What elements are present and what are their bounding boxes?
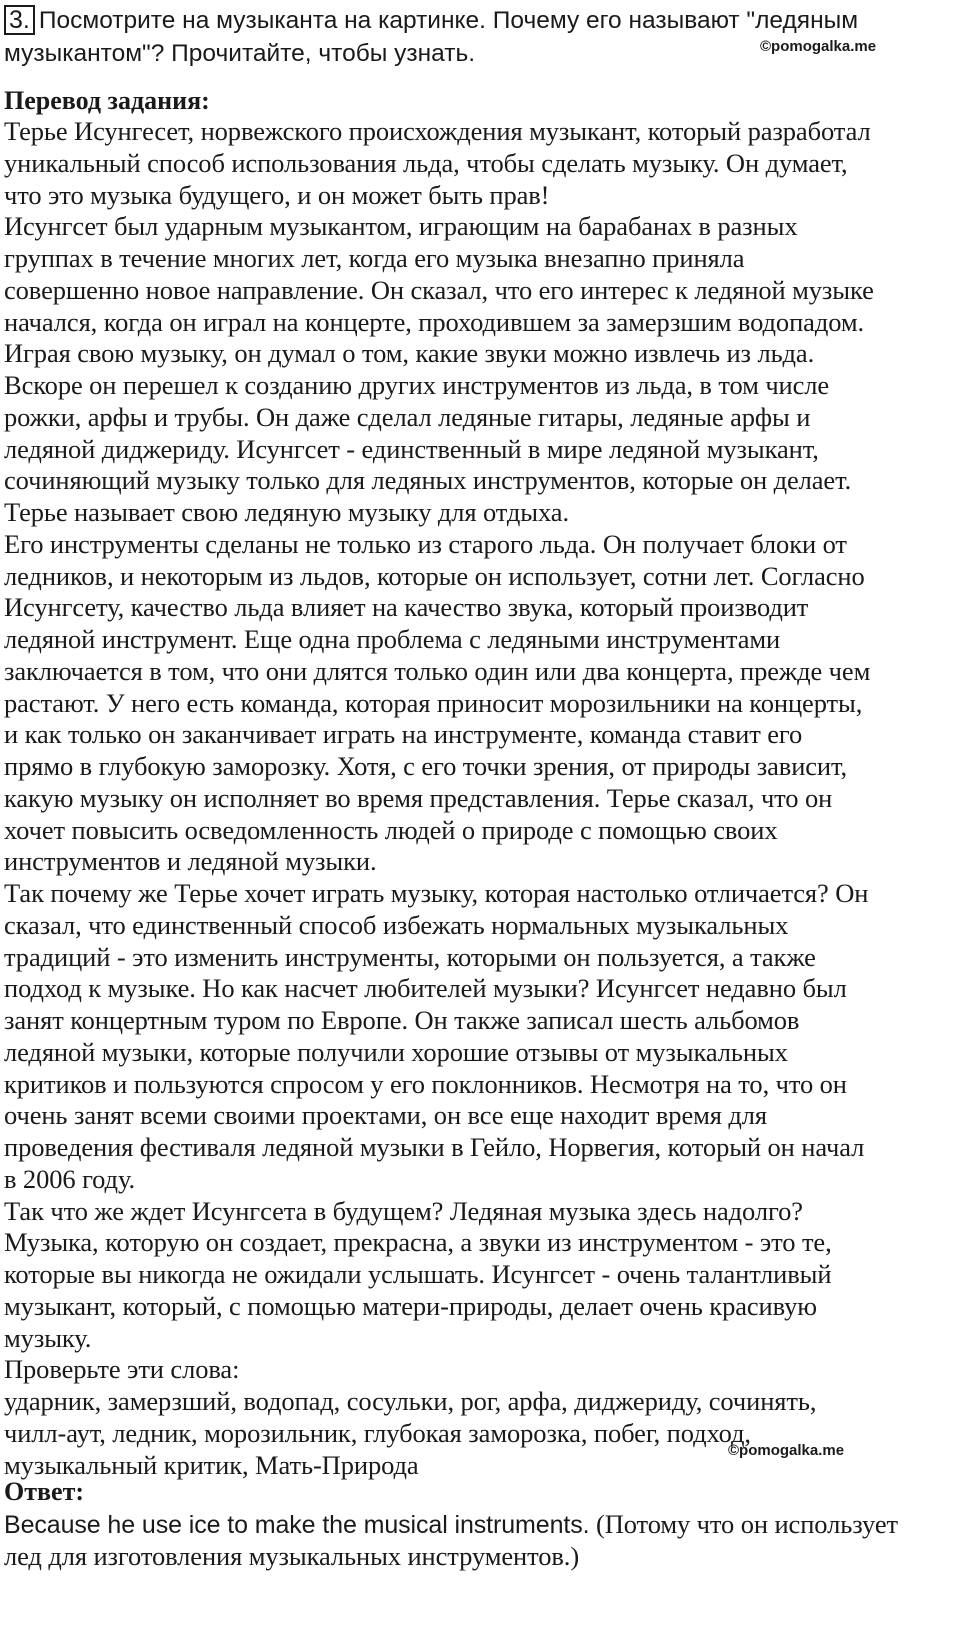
text-line: подход к музыке. Но как насчет любителей музыки? Исунгсет недавно был bbox=[4, 973, 847, 1004]
text-line: в 2006 году. bbox=[4, 1163, 135, 1194]
text-line: Исунгсету, качество льда влияет на качество звука, который производит bbox=[4, 592, 809, 623]
text-line: Проверьте эти слова: bbox=[4, 1354, 240, 1385]
text-line: рожки, арфы и трубы. Он даже сделал ледяные гитары, ледяные арфы и bbox=[4, 401, 811, 432]
task-prompt-line-1 bbox=[4, 5, 858, 36]
text-line: прямо в глубокую заморозку. Хотя, с его точки зрения, от природы зависит, bbox=[4, 751, 848, 781]
text-line: ледяной инструмент. Еще одна проблема с ледяными инструментами bbox=[4, 624, 781, 654]
text-line: проведения фестиваля ледяной музыки в Гейло, Норвегия, который он начал bbox=[4, 1132, 865, 1162]
text-line: Терье Исунгесет, норвежского происхождения музыкант, который разработал bbox=[4, 116, 871, 146]
text-line: чилл-аут, ледник, морозильник, глубокая заморозка, побег, подход, bbox=[4, 1417, 751, 1448]
text-line: Играя свою музыку, он думал о том, какие звуки можно извлечь из льда. bbox=[4, 338, 815, 369]
task-prompt-text-1: Посмотрите на музыканта на картинке. Почему его называют "ледяным bbox=[38, 7, 859, 34]
text-line: Так что же ждет Исунгсета в будущем? Ледяная музыка здесь надолго? bbox=[4, 1195, 803, 1226]
text-line: занят концертным туром по Европе. Он также записал шесть альбомов bbox=[4, 1005, 800, 1035]
text-line: очень занят всеми своими проектами, он все еще находит время для bbox=[4, 1100, 767, 1131]
text-line: начался, когда он играл на концерте, проходившем за замерзшим водопадом. bbox=[4, 306, 865, 337]
text-line: музыкант, который, с помощью матери-природы, делает очень красивую bbox=[4, 1290, 817, 1321]
text-line: сочиняющий музыку только для ледяных инструментов, которые он делает. bbox=[4, 465, 852, 496]
text-line: ледяной диджериду. Исунгсет - единственный в мире ледяной музыкант, bbox=[4, 433, 819, 464]
text-line: Так почему же Терье хочет играть музыку, которая настолько отличается? Он bbox=[4, 878, 869, 908]
text-line: Его инструменты сделаны не только из старого льда. Он получает блоки от bbox=[4, 528, 847, 559]
translation-heading: Перевод задания: bbox=[4, 86, 210, 115]
text-line: музыку. bbox=[4, 1322, 92, 1353]
text-line: инструментов и ледяной музыки. bbox=[4, 846, 377, 877]
text-line: музыкальный критик, Мать-Природа bbox=[4, 1449, 419, 1480]
watermark-top: ©pomogalka.me bbox=[760, 38, 877, 55]
text-line: сказал, что единственный способ избежать нормальных музыкальных bbox=[4, 909, 789, 940]
task-number-badge: 3. bbox=[4, 5, 35, 35]
answer-english: Because he use ice to make the musical instruments. bbox=[4, 1511, 590, 1539]
text-line: Терье называет свою ледяную музыку для отдыха. bbox=[4, 497, 569, 527]
text-line: совершенно новое направление. Он сказал, что его интерес к ледяной музыке bbox=[4, 274, 874, 305]
text-line: Вскоре он перешел к созданию других инструментов из льда, в том числе bbox=[4, 370, 830, 400]
task-prompt-line-2: музыкантом"? Прочитайте, чтобы узнать. bbox=[4, 40, 476, 67]
answer-line-2: лед для изготовления музыкальных инструментов.) bbox=[4, 1541, 580, 1571]
text-line: которые вы никогда не ожидали услышать. Исунгсет - очень талантливый bbox=[4, 1259, 832, 1289]
watermark-bottom: ©pomogalka.me bbox=[728, 1442, 845, 1459]
text-line: уникальный способ использования льда, чтобы сделать музыку. Он думает, bbox=[4, 147, 848, 178]
text-line: хочет повысить осведомленность людей о природе с помощью своих bbox=[4, 814, 778, 845]
text-line: ледяной музыки, которые получили хорошие отзывы от музыкальных bbox=[4, 1036, 788, 1067]
text-line: ледников, и некоторым из льдов, которые он использует, сотни лет. Согласно bbox=[4, 560, 865, 591]
answer-line-1 bbox=[4, 1508, 898, 1542]
text-line: какую музыку он исполняет во время представления. Терье сказал, что он bbox=[4, 782, 833, 813]
answer-heading: Ответ: bbox=[4, 1477, 85, 1506]
text-line: критиков и пользуются спросом у его поклонников. Несмотря на то, что он bbox=[4, 1068, 847, 1099]
text-line: группах в течение многих лет, когда его музыка внезапно приняла bbox=[4, 243, 745, 273]
text-line: заключается в том, что они длятся только один или два концерта, прежде чем bbox=[4, 655, 871, 686]
text-line: растают. У него есть команда, которая приносит морозильники на концерты, bbox=[4, 687, 863, 718]
answer-russian-1: (Потому что он использует bbox=[589, 1509, 898, 1539]
text-line: ударник, замерзший, водопад, сосульки, рог, арфа, диджериду, сочинять, bbox=[4, 1386, 817, 1416]
text-line: традиций - это изменить инструменты, которыми он пользуется, а также bbox=[4, 941, 816, 972]
text-line: Музыка, которую он создает, прекрасна, а звуки из инструментом - это те, bbox=[4, 1227, 832, 1258]
text-line: что это музыка будущего, и он может быть прав! bbox=[4, 179, 550, 210]
text-line: Исунгсет был ударным музыкантом, играющим на барабанах в разных bbox=[4, 211, 798, 242]
text-line: и как только он заканчивает играть на инструменте, команда ставит его bbox=[4, 719, 803, 750]
